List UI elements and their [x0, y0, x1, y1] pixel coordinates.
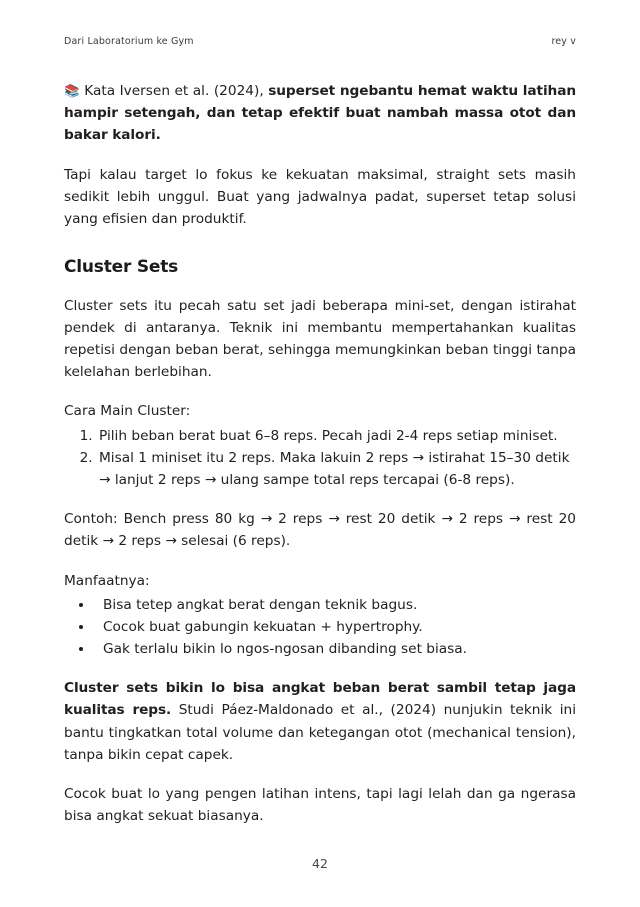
benefits-list: [64, 594, 576, 661]
paragraph-iversen-lead: Kata Iversen et al. (2024),: [79, 83, 269, 99]
paragraph-cluster-definition: Cluster sets itu pecah satu set jadi beberapa mini-set, dengan istirahat pendek di antaranya. Teknik ini membantu mempertahankan kualitas repetisi dengan beban berat, sehingga memungkinkan beban tinggi tanpa kelelahan berlebihan.: [64, 297, 576, 381]
list-item: 2. Misal 1 miniset itu 2 reps. Maka lakuin 2 reps → istirahat 15–30 detik → lanjut 2 reps → ulang sampe total reps tercapai (6-8 reps).: [97, 447, 576, 491]
paragraph-straight-sets: Tapi kalau target lo fokus ke kekuatan maksimal, straight sets masih sedikit lebih unggul. Buat yang jadwalnya padat, superset tetap solusi yang efisien dan produktif.: [64, 166, 576, 227]
list-item: • Cocok buat gabungin kekuatan + hypertrophy.: [94, 616, 576, 638]
paragraph-paez-citation: [64, 677, 576, 766]
steps-list: [64, 425, 576, 492]
page-number: 42: [312, 856, 328, 871]
benefits-list-lead: Manfaatnya:: [64, 572, 150, 589]
list-item: • Gak terlalu bikin lo ngos-ngosan dibanding set biasa.: [94, 638, 576, 660]
books-icon: 📚: [64, 83, 80, 98]
header-author: rey v: [551, 36, 576, 47]
paragraph-paez-body: Studi Páez-Maldonado et al., (2024) nunjukin teknik ini bantu tingkatkan total volume dan ketegangan otot (mechanical tension), tanpa bikin cepat capek.: [64, 702, 576, 763]
list-item: • Bisa tetep angkat berat dengan teknik bagus.: [94, 594, 576, 616]
header-book-title: Dari Laboratorium ke Gym: [64, 36, 194, 47]
paragraph-closing: Cocok buat lo yang pengen latihan intens, tapi lagi lelah dan ga ngerasa bisa angkat sekuat biasanya.: [64, 786, 576, 825]
paragraph-iversen-citation: [64, 80, 576, 147]
page-content: [64, 80, 576, 844]
running-header: [64, 36, 576, 52]
list-item: 1. Pilih beban berat buat 6–8 reps. Pecah jadi 2-4 reps setiap miniset.: [97, 425, 576, 447]
paragraph-paez-emphasis: Cluster sets bikin lo bisa angkat beban berat sambil tetap jaga kualitas reps.: [64, 680, 576, 719]
section-heading-cluster-sets: Cluster Sets: [64, 257, 179, 278]
paragraph-iversen-emphasis: superset ngebantu hemat waktu latihan hampir setengah, dan tetap efektif buat nambah massa otot dan bakar kalori.: [64, 83, 576, 144]
paragraph-example: Contoh: Bench press 80 kg → 2 reps → rest 20 detik → 2 reps → rest 20 detik → 2 reps → selesai (6 reps).: [64, 511, 576, 550]
steps-list-lead: Cara Main Cluster:: [64, 403, 191, 420]
